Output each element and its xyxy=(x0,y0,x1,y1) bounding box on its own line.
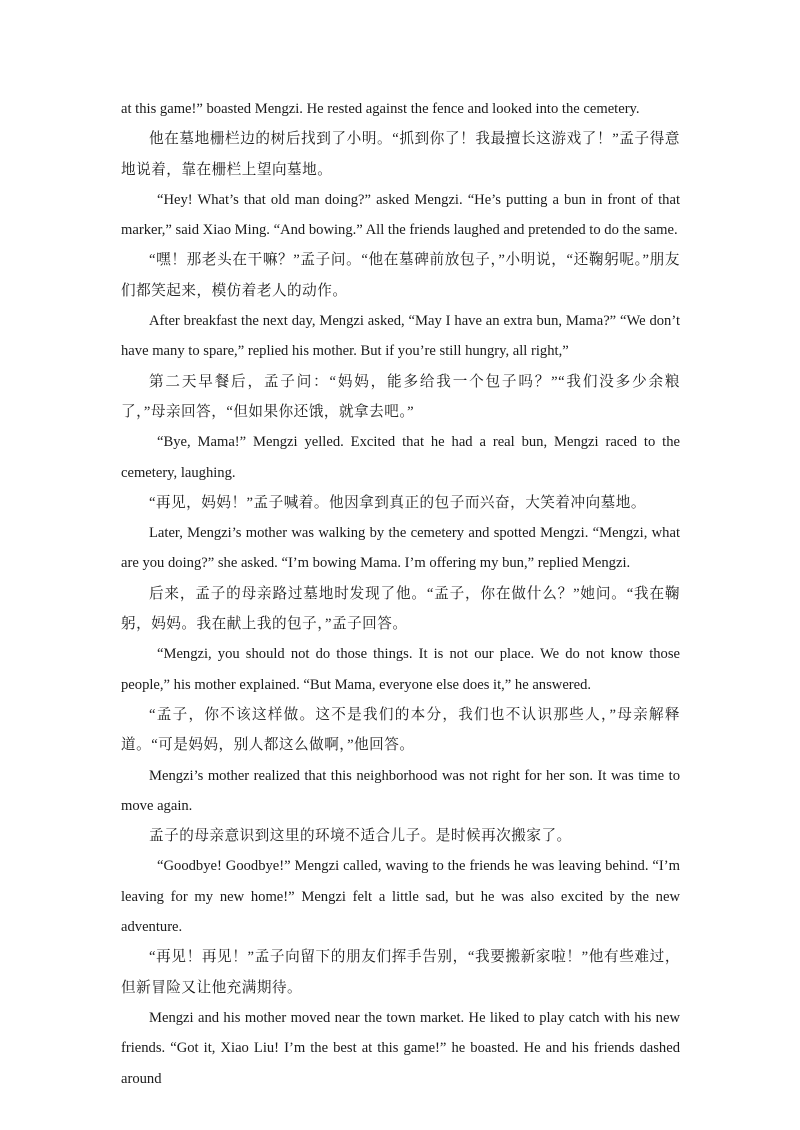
paragraph-english: Mengzi’s mother realized that this neighborhood was not right for her son. It was time to move again. xyxy=(121,767,680,814)
bilingual-story-text xyxy=(121,94,680,1094)
paragraph-english: “Mengzi, you should not do those things. It is not our place. We do not know those people,” his mother explained. “But Mama, everyone else does it,” he answered. xyxy=(121,646,680,693)
paragraph-chinese: 后来，孟子的母亲路过墓地时发现了他。“孟子，你在做什么？”她问。“我在鞠躬，妈妈。我在献上我的包子，”孟子回答。 xyxy=(121,585,680,633)
paragraph-english: “Goodbye! Goodbye!” Mengzi called, waving to the friends he was leaving behind. “I’m leaving for my new home!” Mengzi felt a little sad, but he was also excited by the new adventure. xyxy=(121,858,680,936)
paragraph-english: at this game!” boasted Mengzi. He rested against the fence and looked into the cemetery. xyxy=(121,101,640,117)
paragraph-chinese: 第二天早餐后，孟子问：“妈妈，能多给我一个包子吗？”“我们没多少余粮了，”母亲回答，“但如果你还饿，就拿去吧。” xyxy=(121,373,680,420)
paragraph-english: Mengzi and his mother moved near the town market. He liked to play catch with his new friends. “Got it, Xiao Liu! I’m the best at this game!” he boasted. He and his friends dashed around xyxy=(121,1009,680,1087)
paragraph-english: Later, Mengzi’s mother was walking by the cemetery and spotted Mengzi. “Mengzi, what are you doing?” she asked. “I’m bowing Mama. I’m offering my bun,” replied Mengzi. xyxy=(121,525,680,572)
paragraph-chinese: 孟子的母亲意识到这里的环境不适合儿子。是时候再次搬家了。 xyxy=(149,828,572,845)
paragraph-english: After breakfast the next day, Mengzi asked, “May I have an extra bun, Mama?” “We don’t have many to spare,” replied his mother. But if you’re still hungry, all right,” xyxy=(121,313,680,360)
paragraph-english: “Bye, Mama!” Mengzi yelled. Excited that he had a real bun, Mengzi raced to the cemetery, laughing. xyxy=(121,434,680,481)
paragraph-chinese: 他在墓地栅栏边的树后找到了小明。“抓到你了！我最擅长这游戏了！”孟子得意地说着，靠在栅栏上望向墓地。 xyxy=(121,131,680,178)
paragraph-chinese: “再见！再见！”孟子向留下的朋友们挥手告别，“我要搬新家啦！”他有些难过，但新冒险又让他充满期待。 xyxy=(121,949,680,996)
paragraph-english: “Hey! What’s that old man doing?” asked Mengzi. “He’s putting a bun in front of that marker,” said Xiao Ming. “And bowing.” All the friends laughed and pretended to do the same. xyxy=(121,191,680,239)
paragraph-chinese: “嘿！那老头在干嘛？”孟子问。“他在墓碑前放包子，”小明说，“还鞠躬呢。”朋友们都笑起来，模仿着老人的动作。 xyxy=(121,252,680,299)
paragraph-chinese: “再见，妈妈！”孟子喊着。他因拿到真正的包子而兴奋，大笑着冲向墓地。 xyxy=(149,494,646,511)
paragraph-chinese: “孟子，你不该这样做。这不是我们的本分，我们也不认识那些人，”母亲解释道。“可是妈妈，别人都这么做啊，”他回答。 xyxy=(121,706,680,754)
